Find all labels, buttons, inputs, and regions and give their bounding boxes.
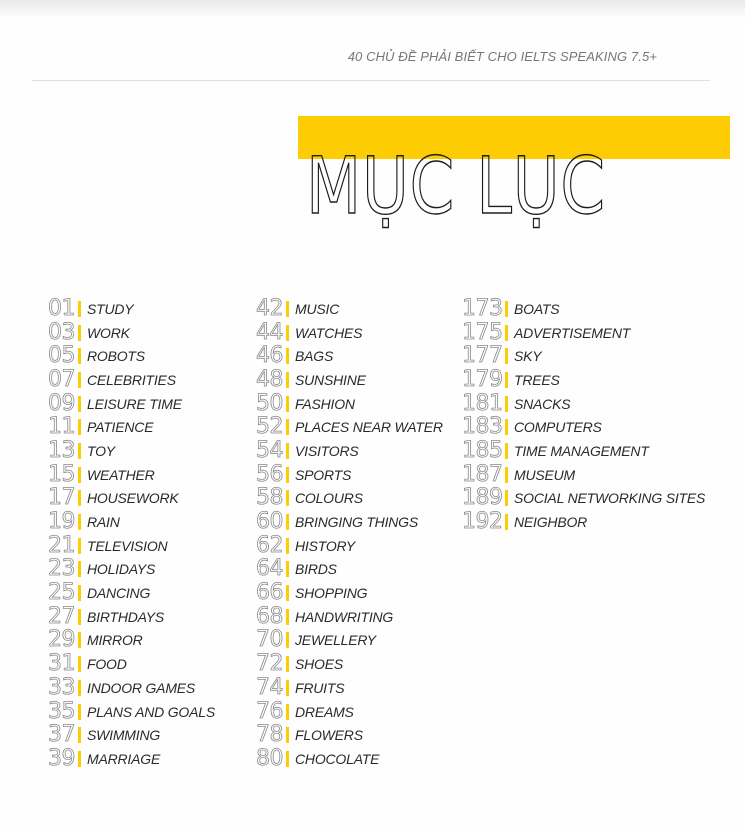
toc-topic-label: HISTORY	[295, 537, 356, 554]
toc-topic-label: MIRROR	[87, 632, 143, 649]
toc-entry[interactable]	[44, 605, 215, 629]
toc-topic-label: MUSEUM	[514, 466, 576, 483]
toc-page-number: 177	[462, 343, 503, 369]
toc-topic-label: FRUITS	[295, 679, 345, 696]
toc-page-number: 64	[256, 556, 283, 582]
toc-marker	[286, 751, 289, 767]
toc-topic-label: LEISURE TIME	[87, 395, 182, 412]
toc-marker	[286, 396, 289, 412]
toc-page-number: 25	[48, 580, 75, 606]
toc-topic-label: COMPUTERS	[514, 419, 602, 436]
toc-marker	[78, 727, 81, 743]
toc-page-number: 17	[48, 485, 75, 511]
toc-topic-label: TIME MANAGEMENT	[514, 442, 649, 459]
toc-marker	[78, 704, 81, 720]
toc-topic-label: FOOD	[87, 656, 127, 673]
toc-topic-label: BIRDS	[295, 561, 337, 578]
toc-page-number: 15	[48, 461, 75, 487]
toc-entry[interactable]	[462, 415, 705, 439]
toc-topic-label: STUDY	[87, 300, 134, 317]
toc-marker	[286, 727, 289, 743]
toc-page-number: 175	[462, 319, 503, 345]
toc-topic-label: WORK	[87, 324, 130, 341]
toc-marker	[78, 443, 81, 459]
toc-topic-label: SOCIAL NETWORKING SITES	[514, 490, 706, 507]
toc-topic-label: RAIN	[87, 514, 120, 531]
toc-topic-label: FASHION	[295, 395, 355, 412]
toc-topic-label: ROBOTS	[87, 348, 145, 365]
toc-entry[interactable]	[44, 558, 215, 582]
toc-marker	[78, 751, 81, 767]
toc-page-number: 31	[48, 651, 75, 677]
toc-marker	[286, 325, 289, 341]
running-header: 40 CHỦ ĐỀ PHẢI BIẾT CHO IELTS SPEAKING 7.5+	[347, 49, 657, 64]
toc-topic-label: DANCING	[87, 585, 151, 602]
toc-topic-label: SKY	[514, 348, 542, 365]
toc-topic-label: BIRTHDAYS	[87, 608, 165, 625]
toc-topic-label: PATIENCE	[87, 419, 154, 436]
toc-topic-label: HOUSEWORK	[87, 490, 179, 507]
toc-marker	[78, 467, 81, 483]
toc-topic-label: VISITORS	[295, 442, 359, 459]
toc-entry[interactable]	[44, 629, 215, 653]
toc-marker	[78, 348, 81, 364]
toc-entry[interactable]	[252, 344, 443, 368]
toc-topic-label: SHOES	[295, 656, 344, 673]
toc-marker	[78, 372, 81, 388]
toc-marker	[505, 325, 508, 341]
toc-entry[interactable]	[252, 605, 443, 629]
toc-page-number: 62	[256, 532, 283, 558]
toc-marker	[505, 396, 508, 412]
toc-entry[interactable]	[252, 723, 443, 747]
toc-topic-label: COLOURS	[295, 490, 363, 507]
toc-entry[interactable]	[252, 368, 443, 392]
toc-page-number: 78	[256, 722, 283, 748]
toc-entry[interactable]	[462, 297, 705, 321]
toc-topic-label: HOLIDAYS	[87, 561, 156, 578]
toc-entry[interactable]	[44, 297, 215, 321]
toc-page-number: 48	[256, 366, 283, 392]
toc-topic-label: BRINGING THINGS	[295, 514, 419, 531]
toc-page-number: 33	[48, 674, 75, 700]
toc-marker	[78, 301, 81, 317]
toc-entry[interactable]	[252, 534, 443, 558]
toc-marker	[286, 419, 289, 435]
toc-page-number: 179	[462, 366, 503, 392]
toc-entry[interactable]	[44, 700, 215, 724]
toc-page-number: 01	[48, 295, 75, 321]
toc-marker	[286, 514, 289, 530]
toc-topic-label: SUNSHINE	[295, 371, 366, 388]
toc-marker	[505, 419, 508, 435]
toc-topic-label: TREES	[514, 371, 560, 388]
toc-column-1	[44, 297, 215, 771]
toc-entry[interactable]	[44, 368, 215, 392]
toc-entry[interactable]	[44, 510, 215, 534]
toc-entry[interactable]	[462, 487, 705, 511]
toc-marker	[78, 490, 81, 506]
toc-marker	[286, 301, 289, 317]
toc-entry[interactable]	[44, 344, 215, 368]
toc-entry[interactable]	[252, 510, 443, 534]
toc-page-number: 39	[48, 745, 75, 771]
toc-entry[interactable]	[462, 463, 705, 487]
toc-entry[interactable]	[44, 392, 215, 416]
toc-topic-label: SNACKS	[514, 395, 571, 412]
toc-marker	[505, 467, 508, 483]
toc-entry[interactable]	[44, 439, 215, 463]
toc-page-number: 05	[48, 343, 75, 369]
toc-topic-label: SPORTS	[295, 466, 352, 483]
toc-page-number: 07	[48, 366, 75, 392]
toc-marker	[78, 561, 81, 577]
toc-entry[interactable]	[462, 321, 705, 345]
toc-topic-label: INDOOR GAMES	[87, 679, 196, 696]
toc-entry[interactable]	[44, 676, 215, 700]
toc-marker	[78, 538, 81, 554]
toc-topic-label: JEWELLERY	[295, 632, 376, 649]
toc-page-number: 54	[256, 437, 283, 463]
toc-page-number: 52	[256, 414, 283, 440]
toc-marker	[286, 372, 289, 388]
toc-marker	[286, 704, 289, 720]
toc-entry[interactable]	[252, 415, 443, 439]
toc-page-number: 42	[256, 295, 283, 321]
toc-page-number: 13	[48, 437, 75, 463]
toc-page-number: 74	[256, 674, 283, 700]
toc-marker	[505, 490, 508, 506]
toc-entry[interactable]	[252, 487, 443, 511]
toc-page-number: 173	[462, 295, 503, 321]
toc-page-number: 187	[462, 461, 503, 487]
toc-marker	[286, 467, 289, 483]
toc-marker	[78, 396, 81, 412]
toc-entry[interactable]	[462, 510, 705, 534]
toc-entry[interactable]	[252, 747, 443, 771]
toc-topic-label: HANDWRITING	[295, 608, 394, 625]
toc-page-number: 60	[256, 509, 283, 535]
toc-page-number: 72	[256, 651, 283, 677]
toc-entry[interactable]	[252, 558, 443, 582]
toc-marker	[78, 656, 81, 672]
toc-marker	[78, 419, 81, 435]
toc-marker	[286, 348, 289, 364]
toc-marker	[286, 490, 289, 506]
toc-marker	[505, 301, 508, 317]
page-top-shadow	[0, 0, 745, 18]
toc-entry[interactable]	[252, 652, 443, 676]
toc-marker	[286, 561, 289, 577]
toc-page-number: 189	[462, 485, 503, 511]
toc-marker	[286, 538, 289, 554]
toc-topic-label: ADVERTISEMENT	[514, 324, 631, 341]
toc-entry[interactable]	[252, 321, 443, 345]
toc-page-number: 19	[48, 509, 75, 535]
toc-entry[interactable]	[44, 463, 215, 487]
toc-page-number: 80	[256, 745, 283, 771]
toc-marker	[78, 680, 81, 696]
toc-entry[interactable]	[252, 629, 443, 653]
toc-marker	[78, 585, 81, 601]
toc-topic-label: FLOWERS	[295, 727, 363, 744]
toc-page-number: 50	[256, 390, 283, 416]
toc-topic-label: PLANS AND GOALS	[87, 703, 215, 720]
toc-page-number: 70	[256, 627, 283, 653]
toc-entry[interactable]	[44, 652, 215, 676]
toc-page-number: 185	[462, 437, 503, 463]
toc-page-number: 29	[48, 627, 75, 653]
toc-marker	[78, 514, 81, 530]
toc-page-number: 03	[48, 319, 75, 345]
toc-marker	[286, 443, 289, 459]
toc-page-number: 11	[48, 414, 75, 440]
toc-marker	[505, 348, 508, 364]
toc-marker	[505, 514, 508, 530]
toc-marker	[286, 632, 289, 648]
toc-entry[interactable]	[252, 700, 443, 724]
toc-entry[interactable]	[462, 368, 705, 392]
toc-entry[interactable]	[44, 581, 215, 605]
toc-topic-label: DREAMS	[295, 703, 354, 720]
toc-entry[interactable]	[252, 463, 443, 487]
toc-marker	[505, 372, 508, 388]
page-title: MỤC LỤC	[306, 142, 606, 232]
toc-page-number: 44	[256, 319, 283, 345]
toc-topic-label: WEATHER	[87, 466, 155, 483]
toc-marker	[505, 443, 508, 459]
toc-page-number: 56	[256, 461, 283, 487]
toc-entry[interactable]	[252, 297, 443, 321]
toc-page-number: 181	[462, 390, 503, 416]
toc-page-number: 21	[48, 532, 75, 558]
toc-topic-label: BAGS	[295, 348, 334, 365]
toc-entry[interactable]	[44, 321, 215, 345]
toc-page-number: 192	[462, 509, 503, 535]
toc-page-number: 66	[256, 580, 283, 606]
toc-page-number: 76	[256, 698, 283, 724]
toc-topic-label: CHOCOLATE	[295, 750, 380, 767]
toc-topic-label: PLACES NEAR WATER	[295, 419, 443, 436]
toc-marker	[286, 656, 289, 672]
toc-page-number: 35	[48, 698, 75, 724]
toc-entry[interactable]	[252, 392, 443, 416]
toc-entry[interactable]	[252, 581, 443, 605]
toc-entry[interactable]	[252, 676, 443, 700]
toc-topic-label: CELEBRITIES	[87, 371, 176, 388]
toc-entry[interactable]	[44, 487, 215, 511]
toc-topic-label: BOATS	[514, 300, 560, 317]
toc-page-number: 68	[256, 603, 283, 629]
header-divider	[32, 80, 710, 81]
toc-topic-label: MARRIAGE	[87, 750, 161, 767]
toc-marker	[286, 585, 289, 601]
toc-page-number: 58	[256, 485, 283, 511]
toc-topic-label: TOY	[87, 442, 115, 459]
toc-topic-label: MUSIC	[295, 300, 340, 317]
toc-page-number: 46	[256, 343, 283, 369]
toc-page-number: 23	[48, 556, 75, 582]
toc-page-number: 37	[48, 722, 75, 748]
toc-topic-label: WATCHES	[295, 324, 363, 341]
toc-entry[interactable]	[44, 723, 215, 747]
toc-topic-label: NEIGHBOR	[514, 514, 588, 531]
toc-entry[interactable]	[44, 534, 215, 558]
toc-page-number: 09	[48, 390, 75, 416]
toc-marker	[286, 680, 289, 696]
toc-marker	[78, 609, 81, 625]
toc-page-number: 183	[462, 414, 503, 440]
toc-column-2	[252, 297, 443, 771]
toc-entry[interactable]	[462, 439, 705, 463]
toc-page-number: 27	[48, 603, 75, 629]
toc-entry[interactable]	[44, 415, 215, 439]
toc-marker	[78, 325, 81, 341]
toc-column-3	[462, 297, 705, 534]
toc-entry[interactable]	[252, 439, 443, 463]
toc-entry[interactable]	[462, 392, 705, 416]
toc-topic-label: SHOPPING	[295, 585, 368, 602]
toc-topic-label: SWIMMING	[87, 727, 161, 744]
toc-entry[interactable]	[462, 344, 705, 368]
toc-marker	[78, 632, 81, 648]
toc-marker	[286, 609, 289, 625]
toc-entry[interactable]	[44, 747, 215, 771]
toc-topic-label: TELEVISION	[87, 537, 168, 554]
